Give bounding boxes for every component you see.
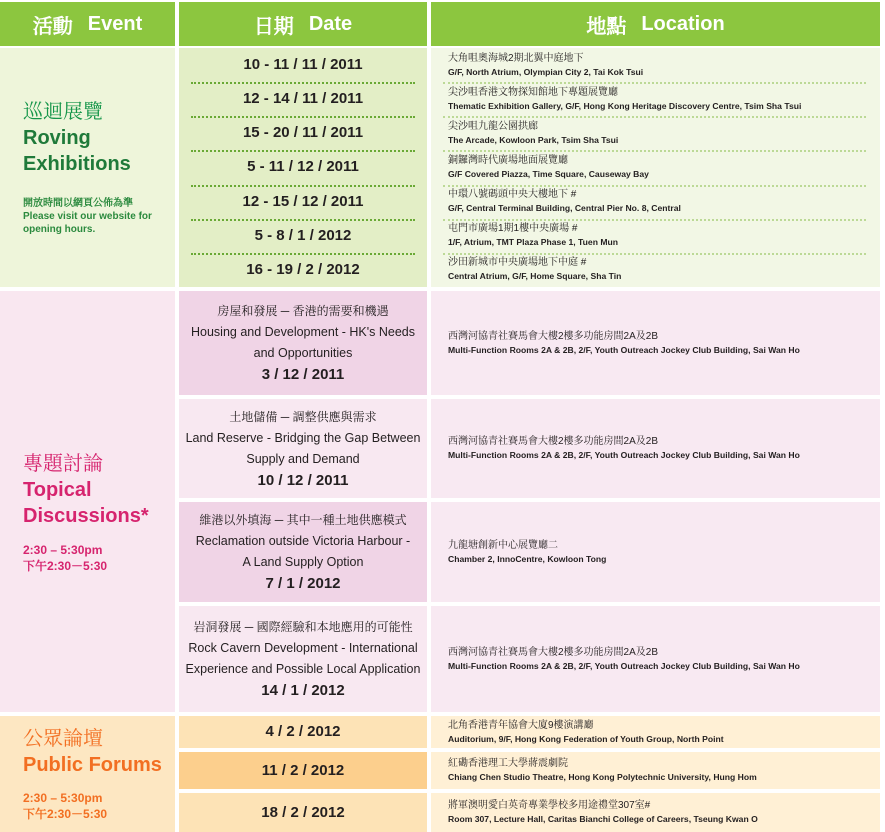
forum-date-cell [179,716,427,748]
roving-note-en: Please visit our website for opening hours. [23,210,152,235]
location-name-en: Central Atrium, G/F, Home Square, Sha Tin [448,271,622,282]
location-name-en: G/F, Central Terminal Building, Central Pier No. 8, Central [448,203,681,214]
location-name-en: G/F, North Atrium, Olympian City 2, Tai Kok Tsui [448,66,644,77]
location-name-en: Chamber 2, InnoCentre, Kowloon Tong [448,553,607,564]
header-location [431,2,880,46]
location-name-zh: 大角咀奧海城2期北翼中庭地下 [448,52,584,64]
header-event [0,2,175,46]
location-name-zh: 西灣河協青社賽馬會大樓2樓多功能房間2A及2B [448,646,659,658]
location-name-zh: 西灣河協青社賽馬會大樓2樓多功能房間2A及2B [448,330,659,342]
forum-date-cell [179,752,427,789]
topic-date: 7 / 1 / 2012 [265,575,341,592]
topic-title-zh: 維港以外填海 ─ 其中一種土地供應模式 [199,513,407,527]
roving-location-cell [431,82,880,116]
topical-title-zh: 專題討論 [23,453,103,475]
topic-date: 10 / 12 / 2011 [257,471,349,489]
forum-time-en: 2:30 – 5:30pm [23,791,103,805]
forum-date-cell [179,793,427,832]
roving-date-cell [179,185,427,219]
topic-title-en-line: Housing and Development - HK's Needs [190,325,416,339]
location-name-en: Multi-Function Rooms 2A & 2B, 2/F, Youth Outreach Jockey Club Building, Sai Wan Ho [448,660,800,671]
forum-title-en: Public Forums [23,754,162,776]
topical-location-cell [431,606,880,712]
roving-location-cell [431,219,880,253]
location-name-zh: 北角香港青年協會大廈9樓演講廳 [448,719,594,731]
roving-date-cell [179,150,427,184]
topic-date: 3 / 12 / 2011 [261,366,345,383]
location-name-zh: 銅鑼灣時代廣場地面展覽廳 [448,154,568,166]
header-date [179,2,427,46]
header-date-en: Date [308,12,353,35]
roving-title-zh: 巡迴展覽 [23,100,103,123]
topic-title-zh: 岩洞發展 ─ 國際經驗和本地應用的可能性 [193,620,413,634]
topic-title-zh: 土地儲備 ─ 調整供應與需求 [229,409,377,424]
roving-location-cell [431,116,880,150]
topic-title-en-line: Rock Cavern Development - International [188,641,418,655]
topical-event-cell [0,291,175,712]
header-location-zh: 地點 [586,15,627,38]
roving-date-cell [179,253,427,287]
date-text: 15 - 20 / 11 / 2011 [242,124,364,142]
roving-date-cell [179,116,427,150]
section-public-forums [0,716,880,832]
location-name-zh: 尖沙咀九龍公園拱廊 [448,120,538,132]
header-event-en: Event [87,12,143,35]
location-name-en: Thematic Exhibition Gallery, G/F, Hong Kong Heritage Discovery Centre, Tsim Sha Tsui [448,100,802,111]
roving-note-zh: 開放時間以網頁公佈為準 [23,197,133,209]
location-name-zh: 沙田新城市中央廣場地下中庭 # [448,257,587,269]
topical-time-zh: 下午2:30－5:30 [23,559,108,573]
forum-location-cell [431,752,880,789]
date-text: 16 - 19 / 2 / 2012 [246,260,360,278]
location-name-en: Room 307, Lecture Hall, Caritas Bianchi College of Careers, Tseung Kwan O [448,814,758,824]
roving-location-cell [431,150,880,184]
topical-location-cell [431,502,880,602]
roving-title-en: Roving Exhibitions [23,126,131,175]
topical-time-en: 2:30 – 5:30pm [23,543,103,557]
header-location-en: Location [641,12,725,35]
date-text: 18 / 2 / 2012 [261,803,345,821]
header-event-zh: 活動 [32,15,73,38]
roving-location-cell [431,48,880,82]
topical-location-cell [431,291,880,395]
date-text: 5 - 8 / 1 / 2012 [254,226,352,244]
location-name-zh: 西灣河協青社賽馬會大樓2樓多功能房間2A及2B [448,436,659,447]
roving-event-cell [0,48,175,287]
forum-location-cell [431,793,880,832]
topic-title-en-line: Reclamation outside Victoria Harbour - [195,534,411,548]
date-text: 12 - 15 / 12 / 2011 [242,192,364,210]
topical-date-cell [179,291,427,395]
location-name-zh: 尖沙咀香港文物探知館地下專題展覽廳 [448,86,618,98]
section-topical-discussions [0,291,880,712]
roving-date-cell [179,48,427,82]
topical-date-cell [179,399,427,498]
topic-title-en-line: A Land Supply Option [242,555,364,569]
forum-event-cell [0,716,175,832]
date-text: 5 - 11 / 12 / 2011 [247,158,359,176]
roving-date-cell [179,219,427,253]
location-name-en: Multi-Function Rooms 2A & 2B, 2/F, Youth Outreach Jockey Club Building, Sai Wan Ho [448,344,800,355]
roving-location-cell [431,253,880,287]
location-name-en: G/F Covered Piazza, Time Square, Causeway Bay [448,168,649,179]
section-roving-exhibitions [0,48,880,287]
forum-time-zh: 下午2:30－5:30 [23,807,108,821]
location-name-en: Chiang Chen Studio Theatre, Hong Kong Polytechnic University, Hung Hom [448,772,757,782]
location-name-zh: 中環八號碼頭中央大樓地下 # [448,189,577,201]
date-text: 10 - 11 / 11 / 2011 [243,56,363,74]
location-name-en: Auditorium, 9/F, Hong Kong Federation of Youth Group, North Point [448,733,724,744]
location-name-en: 1/F, Atrium, TMT Plaza Phase 1, Tuen Mun [448,237,618,248]
topic-title-en-line: and Opportunities [253,346,353,360]
date-text: 4 / 2 / 2012 [265,723,341,740]
header-date-zh: 日期 [253,15,294,38]
location-name-zh: 屯門市廣場1期1樓中央廣場 # [448,223,578,235]
table-header [0,2,880,46]
topic-title-en-line: Experience and Possible Local Application [185,662,421,676]
topic-date: 14 / 1 / 2012 [261,682,345,699]
location-name-zh: 將軍澳明愛白英奇專業學校多用途禮堂307室# [448,800,651,811]
date-text: 12 - 14 / 11 / 2011 [242,90,364,108]
location-name-zh: 九龍塘創新中心展覽廳二 [448,539,558,551]
topical-date-cell [179,606,427,712]
location-name-en: Multi-Function Rooms 2A & 2B, 2/F, Youth Outreach Jockey Club Building, Sai Wan Ho [448,450,800,460]
forum-location-cell [431,716,880,748]
date-text: 11 / 2 / 2012 [261,761,345,779]
topical-location-cell [431,399,880,498]
forum-title-zh: 公眾論壇 [23,728,103,750]
topic-title-en-line: Supply and Demand [246,451,360,466]
topic-title-en-line: Land Reserve - Bridging the Gap Between [185,430,421,445]
roving-location-cell [431,185,880,219]
location-name-en: The Arcade, Kowloon Park, Tsim Sha Tsui [448,134,619,145]
topic-title-zh: 房屋和發展 ─ 香港的需要和機遇 [217,304,389,318]
location-name-zh: 紅磡香港理工大學蔣震劇院 [448,758,568,769]
roving-date-cell [179,82,427,116]
topical-title-en: Topical Discussions* [23,479,149,527]
topical-date-cell [179,502,427,602]
